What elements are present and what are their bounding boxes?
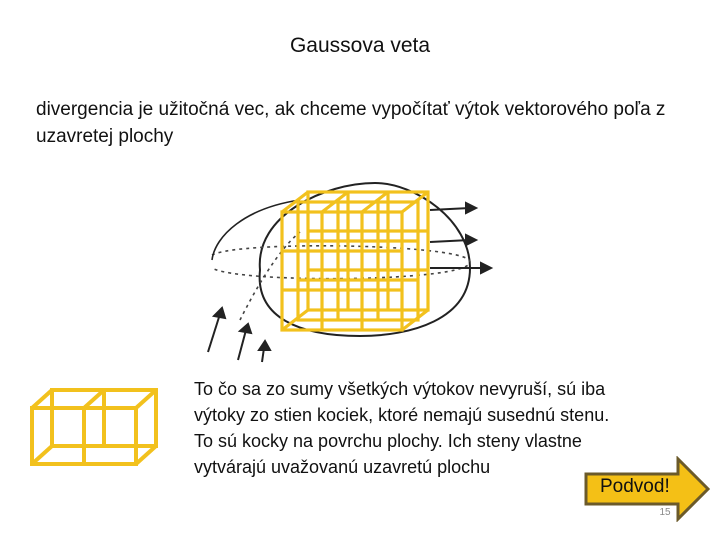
intro-text: divergencia je užitočná vec, ak chceme vypočítať výtok vektorového poľa z uzavretej plochy <box>36 99 666 147</box>
slide-title: Gaussova veta <box>289 34 431 57</box>
cube-grid <box>282 192 428 330</box>
explanation-line-3: To sú kocky na povrchu plochy. Ich steny vlastne <box>194 431 582 451</box>
explanation-line-1: To čo sa zo sumy všetkých výtokov nevyruší, sú iba <box>194 379 606 399</box>
ellipsoid-cube-grid-figure <box>195 175 505 370</box>
explanation-line-2: výtoky zo stien kociek, ktoré nemajú susednú stenu. <box>194 405 610 425</box>
explanation-line-4: vytvárajú uvažovanú uzavretú plochu <box>194 457 491 477</box>
badge-label: Podvod! <box>600 476 670 497</box>
two-cubes-figure <box>28 385 160 467</box>
page-number: 15 <box>659 507 671 518</box>
